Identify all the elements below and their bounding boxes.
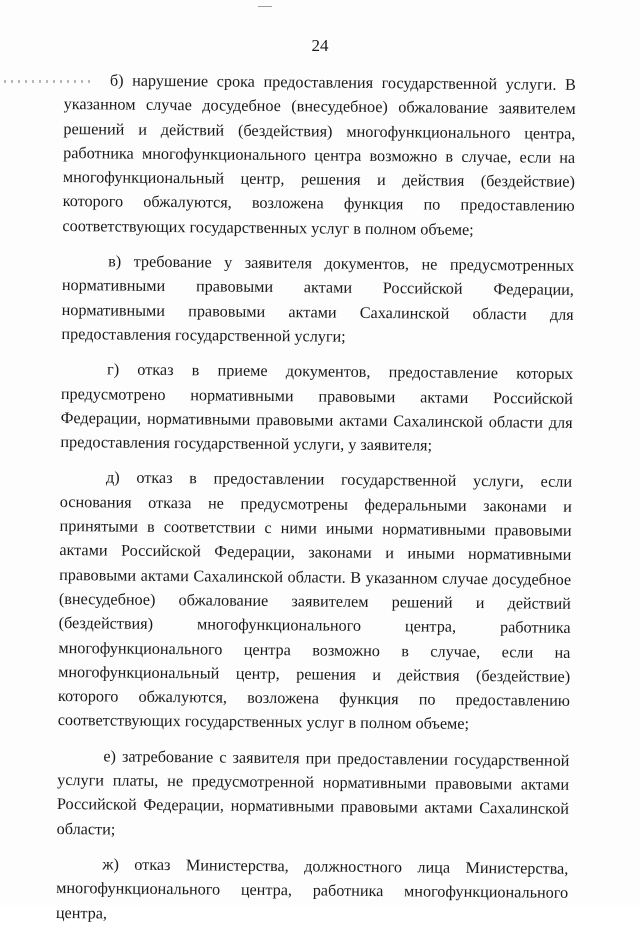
- paragraph-e: е) затребование с заявителя при предоставлении государственной услуги платы, не предусмотренной нормативными правовыми актами Российской Федерации, нормативными правовыми актами Сахалинской области;: [56, 747, 570, 839]
- paragraph-g: г) отказ в приеме документов, предоставление которых предусмотрено нормативными правовыми актами Российской Федерации, нормативными правовыми актами Сахалинской области для предоставления государственной услуги, у заявителя;: [60, 360, 574, 455]
- page-number: 24: [311, 36, 329, 55]
- paragraph-v: в) требование у заявителя документов, не предусмотренных нормативными правовыми актами Российской Федерации, нормативными правовыми актами Сахалинской области для предоставления государственной услуги;: [61, 252, 575, 346]
- document-body: [56, 68, 576, 941]
- paragraph-d: д) отказ в предоставлении государственной услуги, если основания отказа не предусмотрены федеральными законами и принятыми в соответствии с ними иными нормативными правовыми актами Российской Федерации, законами и иными нормативными правовыми актами Сахалинской области. В указанном случае досудебное (внесудебное) обжалование заявителем решений и действий (бездействия) многофункционального центра, работника многофункционального центра возможно в случае, если на многофункциональный центр, решения и действия (бездействие) которого обжалуются, возложена функция по предоставлению соответствующих государственных услуг в полном объеме;: [57, 468, 573, 734]
- scan-artifact: [258, 6, 272, 7]
- paragraph-zh: ж) отказ Министерства, должностного лица Министерства, многофункционального центра, работника многофункционального центра,: [55, 855, 569, 922]
- paragraph-b: б) нарушение срока предоставления государственной услуги. В указанном случае досудебное (внесудебное) обжалование заявителем решений и действий (бездействия) многофункционального центра, работника многофункционального центра возможно в случае, если на многофункциональный центр, решения и действия (бездействие) которого обжалуются, возложена функция по предоставлению соответствующих государственных услуг в полном объеме;: [62, 71, 576, 239]
